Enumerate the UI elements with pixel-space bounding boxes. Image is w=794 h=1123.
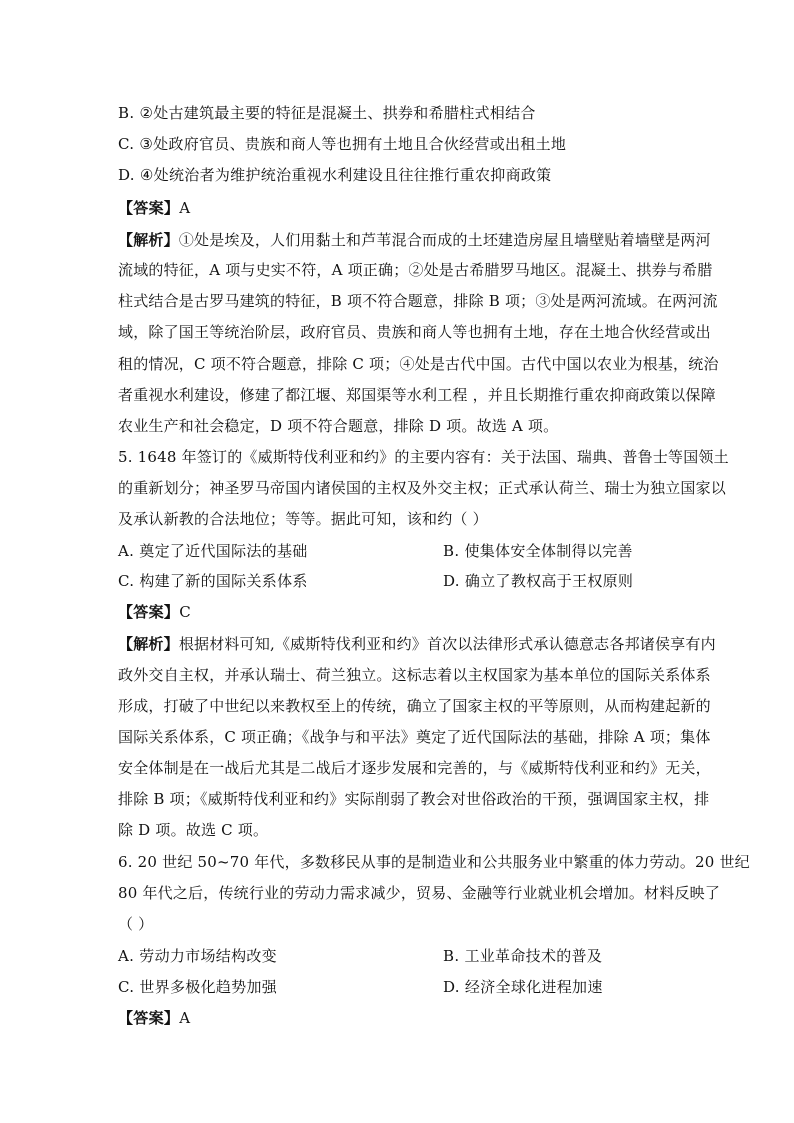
q5-stem-line: 5. 1648 年签订的《威斯特伐利亚和约》的主要内容有：关于法国、瑞典、普鲁士等国领土 xyxy=(118,448,729,466)
q4-analysis-line: 柱式结合是古罗马建筑的特征，B 项不符合题意，排除 B 项；③处是两河流域。在两河流 xyxy=(118,292,718,310)
q4-analysis-line: 流域的特征，A 项与史实不符，A 项正确；②处是古希腊罗马地区。混凝土、拱券与希腊 xyxy=(118,261,713,279)
analysis-text: ①处是埃及，人们用黏土和芦苇混合而成的土坯建造房屋且墙壁贴着墙壁是两河 xyxy=(178,231,711,249)
q5-stem-line: 及承认新教的合法地位；等等。据此可知，该和约（ ） xyxy=(118,510,488,528)
answer-value: C xyxy=(179,603,191,621)
q5-option-a: A. 奠定了近代国际法的基础 xyxy=(118,542,308,560)
q5-option-b: B. 使集体安全体制得以完善 xyxy=(443,542,633,560)
q6-option-c: C. 世界多极化趋势加强 xyxy=(118,978,278,996)
analysis-tag: 【解析】 xyxy=(118,635,179,653)
q4-analysis-line: 租的情况，C 项不符合题意，排除 C 项；④处是古代中国。古代中国以农业为根基，统治 xyxy=(118,355,719,373)
q4-option-c: C. ③处政府官员、贵族和商人等也拥有土地且合伙经营或出租土地 xyxy=(118,135,567,153)
q5-analysis-line: 国际关系体系，C 项正确；《战争与和平法》奠定了近代国际法的基础，排除 A 项；集体 xyxy=(118,728,711,746)
q4-analysis-line xyxy=(118,230,711,250)
q5-analysis-line xyxy=(118,634,716,654)
q6-stem-line: 6. 20 世纪 50~70 年代，多数移民从事的是制造业和公共服务业中繁重的体力劳动。20 世纪 xyxy=(118,853,750,871)
q6-answer xyxy=(118,1008,190,1028)
q6-stem-line: 80 年代之后，传统行业的劳动力需求减少，贸易、金融等行业就业机会增加。材料反映了 xyxy=(118,884,721,902)
answer-value: A xyxy=(179,1009,191,1027)
answer-tag: 【答案】 xyxy=(118,603,180,621)
q4-answer xyxy=(118,198,190,218)
q6-option-b: B. 工业革命技术的普及 xyxy=(443,947,603,965)
q5-option-c: C. 构建了新的国际关系体系 xyxy=(118,572,308,590)
q4-analysis-line: 域，除了国王等统治阶层，政府官员、贵族和商人等也拥有土地，存在土地合伙经营或出 xyxy=(118,323,711,341)
q5-analysis-line: 政外交自主权，并承认瑞士、荷兰独立。这标志着以主权国家为基本单位的国际关系体系 xyxy=(118,666,711,684)
answer-value: A xyxy=(179,199,191,217)
analysis-tag: 【解析】 xyxy=(118,231,179,249)
q5-analysis-line: 形成，打破了中世纪以来教权至上的传统，确立了国家主权的平等原则，从而构建起新的 xyxy=(118,697,711,715)
q5-stem-line: 的重新划分；神圣罗马帝国内诸侯国的主权及外交主权；正式承认荷兰、瑞士为独立国家以 xyxy=(118,479,727,497)
answer-tag: 【答案】 xyxy=(118,199,180,217)
q5-analysis-line: 排除 B 项；《威斯特伐利亚和约》实际削弱了教会对世俗政治的干预，强调国家主权，排 xyxy=(118,790,710,808)
q5-analysis-line: 安全体制是在一战后尤其是二战后才逐步发展和完善的，与《威斯特伐利亚和约》无关， xyxy=(118,759,711,777)
q6-option-a: A. 劳动力市场结构改变 xyxy=(118,947,277,965)
q6-option-d: D. 经济全球化进程加速 xyxy=(443,978,603,996)
answer-tag: 【答案】 xyxy=(118,1009,180,1027)
q6-stem-line: （ ） xyxy=(118,915,154,933)
q4-option-d: D. ④处统治者为维护统治重视水利建设且往往推行重农抑商政策 xyxy=(118,166,552,184)
analysis-text: 根据材料可知,《威斯特伐利亚和约》首次以法律形式承认德意志各邦诸侯享有内 xyxy=(178,635,716,653)
q5-answer xyxy=(118,602,191,622)
q5-analysis-line: 除 D 项。故选 C 项。 xyxy=(118,821,269,839)
q4-analysis-line: 者重视水利建设，修建了都江堰、郑国渠等水利工程 ，并且长期推行重农抑商政策以保障 xyxy=(118,386,716,404)
q5-option-d: D. 确立了教权高于王权原则 xyxy=(443,572,634,590)
q4-option-b: B. ②处古建筑最主要的特征是混凝土、拱券和希腊柱式相结合 xyxy=(118,104,536,122)
q4-analysis-line: 农业生产和社会稳定，D 项不符合题意，排除 D 项。故选 A 项。 xyxy=(118,417,559,435)
